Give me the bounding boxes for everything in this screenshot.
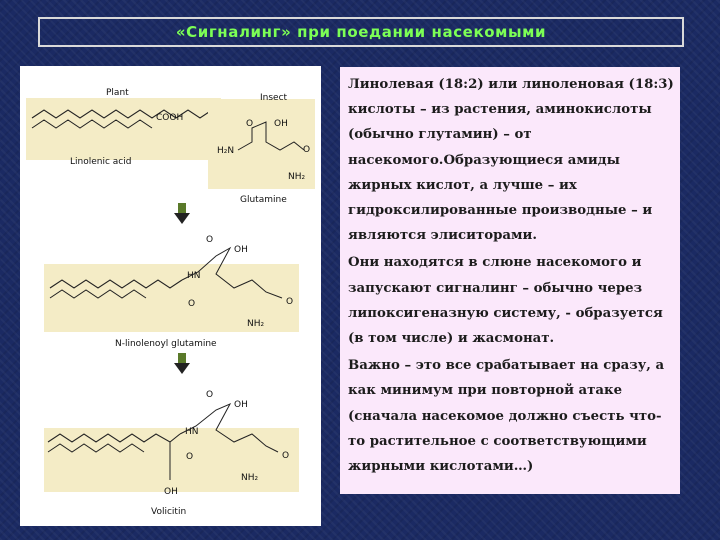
title-frame xyxy=(38,17,684,47)
plant-panel xyxy=(26,98,221,160)
paragraph-sources: Линолевая (18:2) или линоленовая (18:3) кислоты – из растения, аминокислоты (обычно глутамин) – от насекомого.Образующиеся амиды жирных кислот, а лучше – их гидроксилированные производные – и являются элиситорами. xyxy=(348,77,674,244)
atom-o: O xyxy=(206,235,214,245)
atom-oh: OH xyxy=(234,245,248,255)
n-linolenoyl-glutamine-label: N-linolenoyl glutamine xyxy=(115,339,217,349)
atom-hn: HN xyxy=(185,427,199,437)
atom-h2n: H₂N xyxy=(217,146,235,156)
atom-o: O xyxy=(186,452,194,462)
slide-title: «Сигналинг» при поедании насекомыми xyxy=(175,23,547,41)
cooh-atom: COOH xyxy=(156,113,184,123)
chemistry-figure xyxy=(20,66,321,526)
arrow-head-2 xyxy=(174,363,190,374)
plant-label: Plant xyxy=(106,88,129,98)
paragraph-repeated-attack: Важно – это все срабатывает на сразу, а как минимум при повторной атаке (сначала насекомое должно съесть что-то растительное с соответствующими жирными кислотами…) xyxy=(348,358,665,475)
description-panel xyxy=(340,67,680,494)
volicitin-panel xyxy=(44,428,299,492)
atom-nh2: NH₂ xyxy=(288,172,306,182)
atom-hn: HN xyxy=(187,271,201,281)
paragraph-signaling: Они находятся в слюне насекомого и запускают сигналинг – обычно через липоксигеназную систему, - образуется (в том числе) и жасмонат. xyxy=(348,255,663,347)
linolenic-acid-label: Linolenic acid xyxy=(70,157,132,167)
reaction-diagram xyxy=(20,66,321,526)
atom-oh: OH xyxy=(164,487,178,497)
atom-nh2: NH₂ xyxy=(247,319,265,329)
atom-o: O xyxy=(303,145,311,155)
atom-o: O xyxy=(246,119,254,129)
atom-o: O xyxy=(282,451,290,461)
glutamine-label: Glutamine xyxy=(240,195,287,205)
atom-oh: OH xyxy=(234,400,248,410)
arrow-head-1 xyxy=(174,213,190,224)
atom-oh: OH xyxy=(274,119,288,129)
atom-o: O xyxy=(286,297,294,307)
insect-label: Insect xyxy=(260,93,288,103)
atom-nh2: NH₂ xyxy=(241,473,259,483)
volicitin-label: Volicitin xyxy=(151,507,187,517)
atom-o: O xyxy=(206,390,214,400)
atom-o: O xyxy=(188,299,196,309)
